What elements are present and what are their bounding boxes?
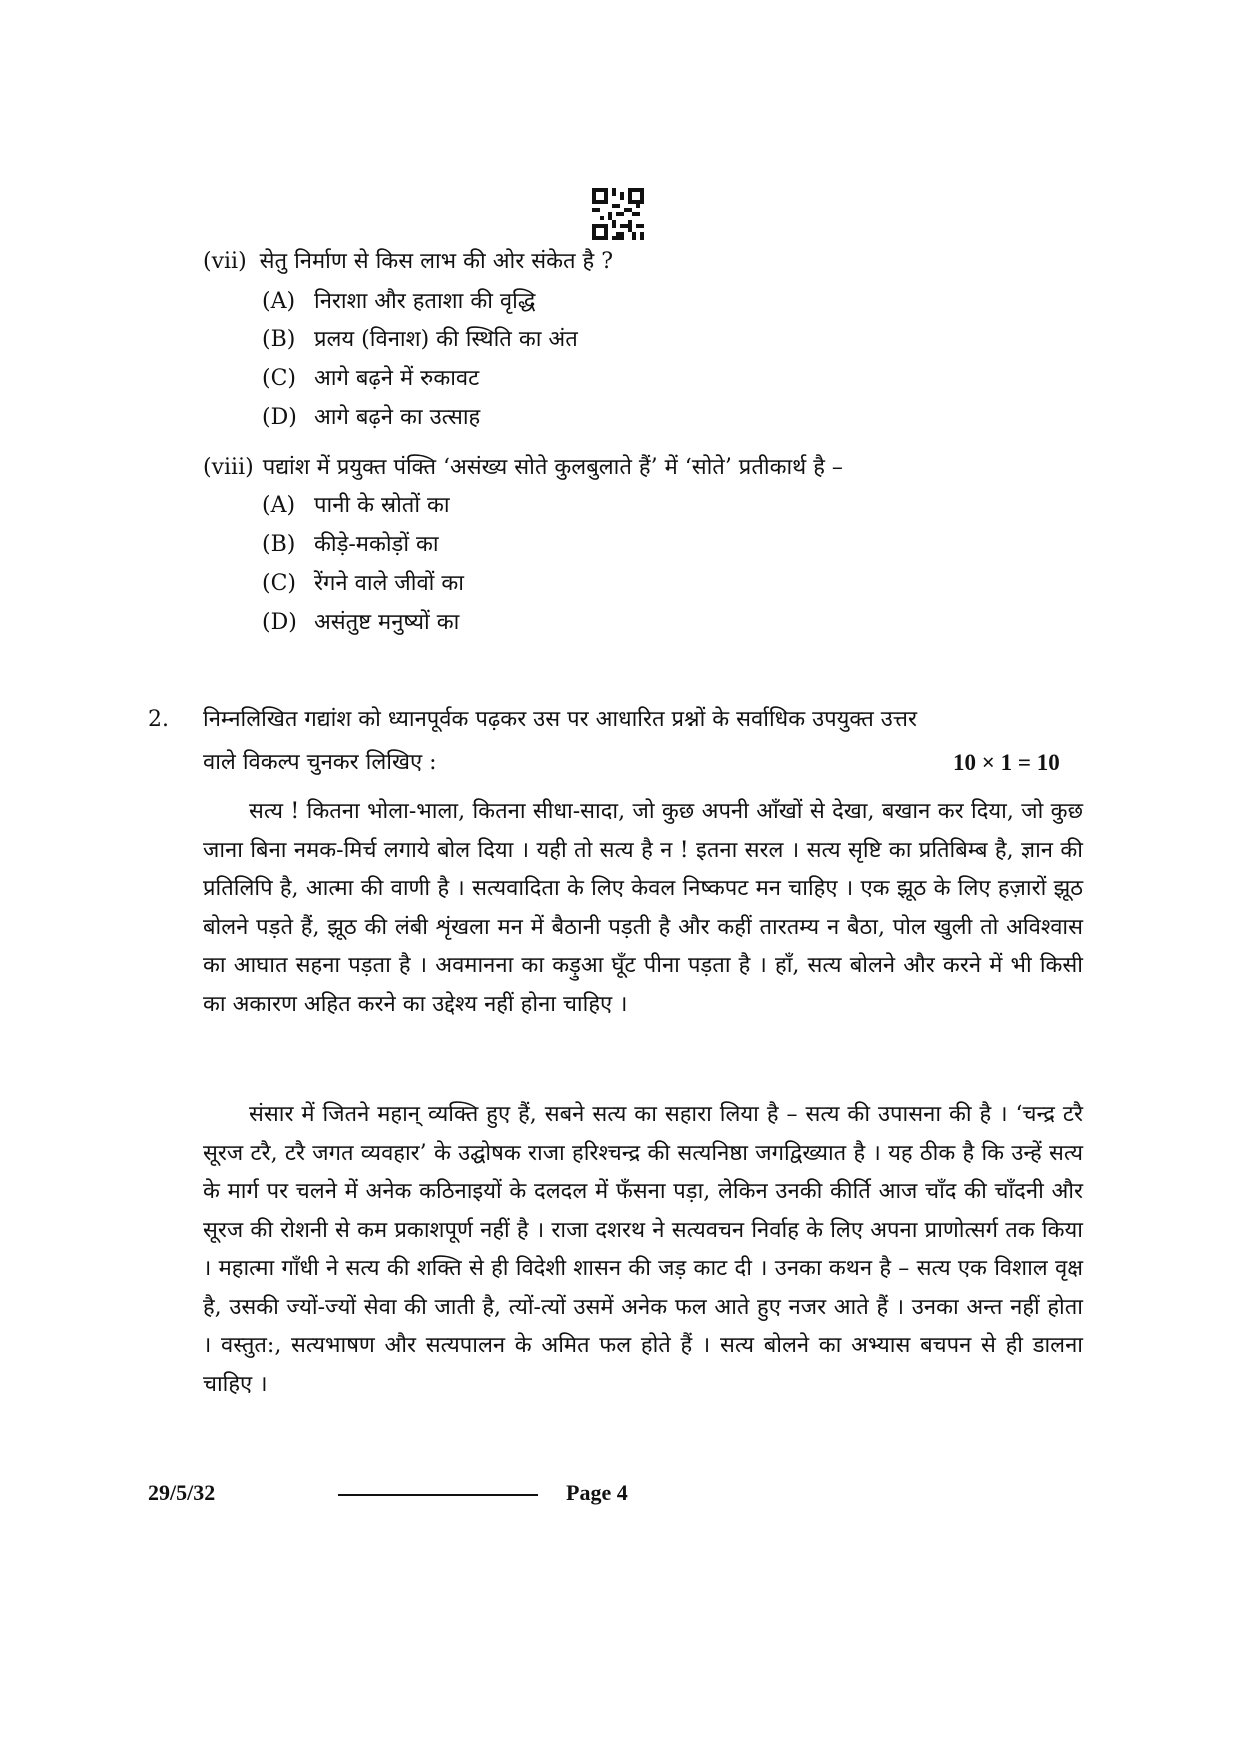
option-vii-c	[262, 364, 479, 394]
question-number: (vii)	[203, 249, 247, 274]
question-viii	[203, 453, 843, 483]
option-key: (C)	[262, 571, 296, 596]
question-2-instruction-line1: निम्नलिखित गद्यांश को ध्यानपूर्वक पढ़कर उस पर आधारित प्रश्नों के सर्वाधिक उपयुक्त उत्तर	[203, 707, 918, 732]
passage-paragraph-2: संसार में जितने महान् व्यक्ति हुए हैं, सबने सत्य का सहारा लिया है – सत्य की उपासना की है । ‘चन्द्र टरै सूरज टरै, टरै जगत व्यवहार’ के उद्घोषक राजा हरिश्चन्द्र की सत्यनिष्ठा जगद्विख्यात है । यह ठीक है कि उन्हें सत्य के मार्ग पर चलने में अनेक कठिनाइयों के दलदल में फँसना पड़ा, लेकिन उनकी कीर्ति आज चाँद की चाँदनी और सूरज की रोशनी से कम प्रकाशपूर्ण नहीं है । राजा दशरथ ने सत्यवचन निर्वाह के लिए अपना प्राणोत्सर्ग तक किया । महात्मा गाँधी ने सत्य की शक्ति से ही विदेशी शासन की जड़ काट दी । उनका कथन है – सत्य एक विशाल वृक्ष है, उसकी ज्यों-ज्यों सेवा की जाती है, त्यों-त्यों उसमें अनेक फल आते हुए नजर आते हैं । उनका अन्त नहीं होता । वस्तुत:, सत्यभाषण और सत्यपालन के अमित फल होते हैं । सत्य बोलने का अभ्यास बचपन से ही डालना चाहिए ।	[203, 1102, 1083, 1397]
marks-allocation: 10 × 1 = 10	[953, 750, 1060, 775]
question-text: पद्यांश में प्रयुक्त पंक्ति ‘असंख्य सोते कुलबुलाते हैं’ में ‘सोते’ प्रतीकार्थ है –	[262, 455, 843, 480]
question-2-instruction-line2: वाले विकल्प चुनकर लिखिए :	[203, 750, 437, 775]
question-vii	[203, 247, 613, 277]
page-number: Page 4	[566, 1480, 628, 1505]
option-text: रेंगने वाले जीवों का	[314, 571, 464, 596]
option-key: (A)	[262, 289, 296, 314]
option-text: कीड़े-मकोड़ों का	[314, 532, 439, 557]
option-key: (C)	[262, 366, 296, 391]
option-key: (B)	[262, 532, 296, 557]
option-viii-c	[262, 569, 464, 599]
option-viii-b	[262, 530, 439, 560]
option-vii-b	[262, 325, 578, 355]
paper-code: 29/5/32	[148, 1480, 216, 1505]
footer-divider	[338, 1494, 538, 1496]
option-vii-a	[262, 287, 535, 317]
option-key: (D)	[262, 610, 297, 635]
option-text: प्रलय (विनाश) की स्थिति का अंत	[314, 327, 578, 352]
option-text: पानी के स्रोतों का	[314, 493, 450, 518]
option-viii-a	[262, 491, 450, 521]
passage-paragraph-1: सत्य ! कितना भोला-भाला, कितना सीधा-सादा, जो कुछ अपनी आँखों से देखा, बखान कर दिया, जो कुछ जाना बिना नमक-मिर्च लगाये बोल दिया । यही तो सत्य है न ! इतना सरल । सत्य सृष्टि का प्रतिबिम्ब है, ज्ञान की प्रतिलिपि है, आत्मा की वाणी है । सत्यवादिता के लिए केवल निष्कपट मन चाहिए । एक झूठ के लिए हज़ारों झूठ बोलने पड़ते हैं, झूठ की लंबी शृंखला मन में बैठानी पड़ती है और कहीं तारतम्य न बैठा, पोल खुली तो अविश्वास का आघात सहना पड़ता है । अवमानना का कड़ुआ घूँट पीना पड़ता है । हाँ, सत्य बोलने और करने में भी किसी का अकारण अहित करने का उद्देश्य नहीं होना चाहिए ।	[203, 799, 1083, 1017]
qr-code	[592, 188, 644, 240]
option-text: आगे बढ़ने में रुकावट	[314, 366, 480, 391]
option-key: (A)	[262, 493, 296, 518]
question-number: (viii)	[203, 455, 254, 480]
option-text: निराशा और हताशा की वृद्धि	[314, 289, 536, 314]
question-text: सेतु निर्माण से किस लाभ की ओर संकेत है ?	[259, 249, 613, 274]
option-viii-d	[262, 608, 459, 638]
option-text: आगे बढ़ने का उत्साह	[314, 405, 481, 430]
option-key: (D)	[262, 405, 297, 430]
question-2-number: 2.	[148, 707, 169, 732]
option-key: (B)	[262, 327, 296, 352]
option-text: असंतुष्ट मनुष्यों का	[314, 610, 460, 635]
option-vii-d	[262, 403, 480, 433]
